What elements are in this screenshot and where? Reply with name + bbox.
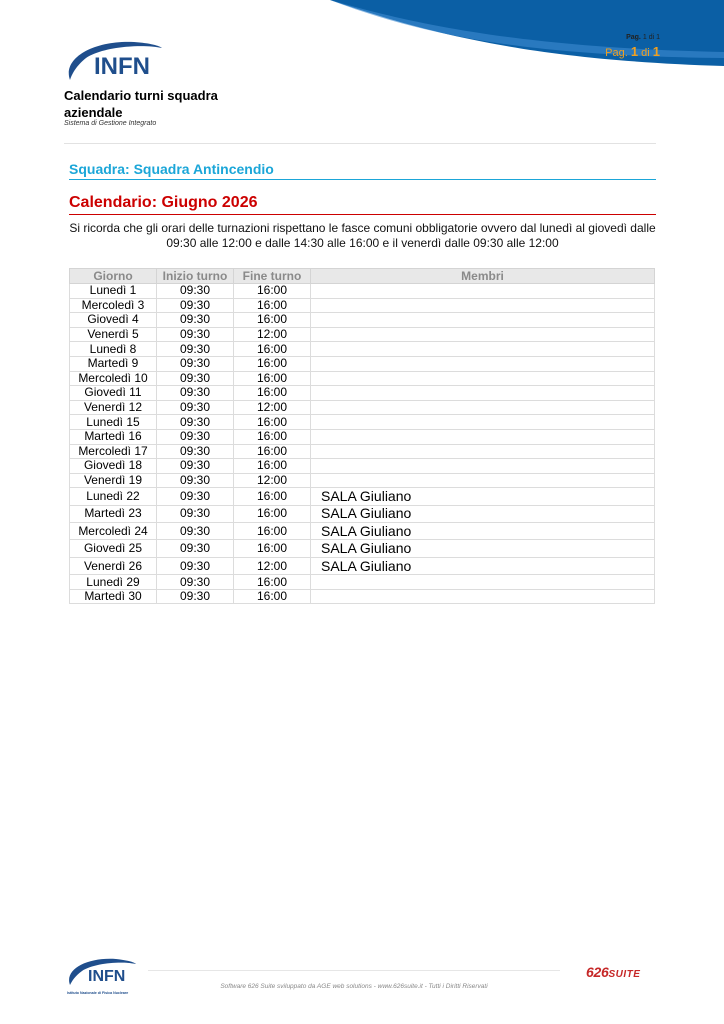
day-cell: Martedì 23	[70, 505, 157, 522]
members-cell: SALA Giuliano	[311, 488, 655, 505]
start-cell: 09:30	[157, 589, 234, 604]
members-cell	[311, 575, 655, 590]
day-cell: Lunedì 22	[70, 488, 157, 505]
start-cell: 09:30	[157, 313, 234, 328]
end-cell: 16:00	[234, 575, 311, 590]
day-cell: Venerdì 19	[70, 473, 157, 488]
calendar-heading: Calendario: Giugno 2026	[69, 194, 656, 215]
end-cell: 16:00	[234, 429, 311, 444]
end-cell: 16:00	[234, 298, 311, 313]
day-cell: Martedì 9	[70, 356, 157, 371]
members-cell	[311, 327, 655, 342]
page-counter: Pag. 1 di 1	[605, 44, 660, 59]
day-cell: Lunedì 8	[70, 342, 157, 357]
members-cell	[311, 356, 655, 371]
end-cell: 16:00	[234, 589, 311, 604]
members-cell	[311, 386, 655, 401]
members-cell	[311, 473, 655, 488]
start-cell: 09:30	[157, 342, 234, 357]
svg-text:INFN: INFN	[94, 53, 150, 80]
page-counter-small: Pag. 1 di 1	[626, 34, 660, 41]
table-row	[70, 371, 655, 386]
end-cell: 16:00	[234, 444, 311, 459]
start-cell: 09:30	[157, 371, 234, 386]
members-cell: SALA Giuliano	[311, 523, 655, 540]
start-cell: 09:30	[157, 284, 234, 299]
start-cell: 09:30	[157, 327, 234, 342]
svg-text:Istituto Nazionale di Fisica N: Istituto Nazionale di Fisica Nucleare	[67, 991, 129, 995]
table-row	[70, 505, 655, 522]
table-row	[70, 342, 655, 357]
end-cell: 12:00	[234, 327, 311, 342]
table-row	[70, 400, 655, 415]
start-cell: 09:30	[157, 459, 234, 474]
column-header-day: Giorno	[70, 269, 157, 284]
members-cell	[311, 429, 655, 444]
day-cell: Giovedì 18	[70, 459, 157, 474]
end-cell: 16:00	[234, 523, 311, 540]
start-cell: 09:30	[157, 356, 234, 371]
end-cell: 16:00	[234, 505, 311, 522]
document-title: Calendario turni squadra aziendale	[64, 88, 218, 120]
divider	[64, 143, 656, 144]
start-cell: 09:30	[157, 557, 234, 574]
table-row	[70, 589, 655, 604]
table-row	[70, 284, 655, 299]
table-row	[70, 488, 655, 505]
day-cell: Martedì 30	[70, 589, 157, 604]
end-cell: 16:00	[234, 386, 311, 401]
table-row	[70, 575, 655, 590]
infn-logo	[64, 36, 164, 88]
start-cell: 09:30	[157, 505, 234, 522]
footer-infn-logo	[66, 955, 136, 997]
day-cell: Mercoledì 24	[70, 523, 157, 540]
members-cell	[311, 589, 655, 604]
members-cell: SALA Giuliano	[311, 540, 655, 557]
table-row	[70, 313, 655, 328]
start-cell: 09:30	[157, 429, 234, 444]
day-cell: Lunedì 15	[70, 415, 157, 430]
members-cell	[311, 459, 655, 474]
start-cell: 09:30	[157, 473, 234, 488]
end-cell: 16:00	[234, 415, 311, 430]
members-cell	[311, 415, 655, 430]
members-cell: SALA Giuliano	[311, 505, 655, 522]
document-subtitle: Sistema di Gestione Integrato	[64, 120, 157, 127]
day-cell: Lunedì 1	[70, 284, 157, 299]
members-cell	[311, 371, 655, 386]
start-cell: 09:30	[157, 540, 234, 557]
table-row	[70, 473, 655, 488]
start-cell: 09:30	[157, 386, 234, 401]
day-cell: Martedì 16	[70, 429, 157, 444]
day-cell: Venerdì 12	[70, 400, 157, 415]
table-row	[70, 444, 655, 459]
day-cell: Mercoledì 3	[70, 298, 157, 313]
members-cell: SALA Giuliano	[311, 557, 655, 574]
table-row	[70, 429, 655, 444]
day-cell: Mercoledì 17	[70, 444, 157, 459]
day-cell: Venerdì 5	[70, 327, 157, 342]
table-row	[70, 356, 655, 371]
shift-table	[69, 268, 655, 604]
footer-divider	[148, 970, 560, 971]
day-cell: Giovedì 4	[70, 313, 157, 328]
members-cell	[311, 284, 655, 299]
start-cell: 09:30	[157, 415, 234, 430]
members-cell	[311, 298, 655, 313]
end-cell: 12:00	[234, 557, 311, 574]
squad-heading: Squadra: Squadra Antincendio	[69, 161, 656, 180]
626-suite-logo: 626SUITE	[586, 964, 641, 980]
end-cell: 16:00	[234, 540, 311, 557]
table-row	[70, 540, 655, 557]
table-header-row	[70, 269, 655, 284]
column-header-start: Inizio turno	[157, 269, 234, 284]
start-cell: 09:30	[157, 488, 234, 505]
start-cell: 09:30	[157, 444, 234, 459]
table-row	[70, 386, 655, 401]
members-cell	[311, 400, 655, 415]
end-cell: 16:00	[234, 284, 311, 299]
end-cell: 16:00	[234, 313, 311, 328]
column-header-end: Fine turno	[234, 269, 311, 284]
day-cell: Giovedì 25	[70, 540, 157, 557]
table-row	[70, 298, 655, 313]
end-cell: 16:00	[234, 459, 311, 474]
end-cell: 16:00	[234, 371, 311, 386]
table-row	[70, 415, 655, 430]
members-cell	[311, 342, 655, 357]
svg-text:INFN: INFN	[88, 968, 126, 985]
column-header-members: Membri	[311, 269, 655, 284]
members-cell	[311, 313, 655, 328]
end-cell: 16:00	[234, 356, 311, 371]
footer-credits: Software 626 Suite sviluppato da AGE web solutions - www.626suite.it - Tutti i Diritti Riservati	[220, 983, 488, 990]
end-cell: 12:00	[234, 473, 311, 488]
table-row	[70, 557, 655, 574]
start-cell: 09:30	[157, 400, 234, 415]
end-cell: 16:00	[234, 488, 311, 505]
day-cell: Giovedì 11	[70, 386, 157, 401]
day-cell: Venerdì 26	[70, 557, 157, 574]
start-cell: 09:30	[157, 575, 234, 590]
day-cell: Lunedì 29	[70, 575, 157, 590]
start-cell: 09:30	[157, 298, 234, 313]
end-cell: 12:00	[234, 400, 311, 415]
end-cell: 16:00	[234, 342, 311, 357]
start-cell: 09:30	[157, 523, 234, 540]
members-cell	[311, 444, 655, 459]
table-row	[70, 523, 655, 540]
schedule-note: Si ricorda che gli orari delle turnazioni rispettano le fasce comuni obbligatorie ovvero dal lunedì al giovedì dalle 09:30 alle 12:00 e dalle 14:30 alle 16:00 e il venerdì dalle 09:30 alle 12:00	[69, 221, 656, 250]
day-cell: Mercoledì 10	[70, 371, 157, 386]
table-row	[70, 459, 655, 474]
table-row	[70, 327, 655, 342]
